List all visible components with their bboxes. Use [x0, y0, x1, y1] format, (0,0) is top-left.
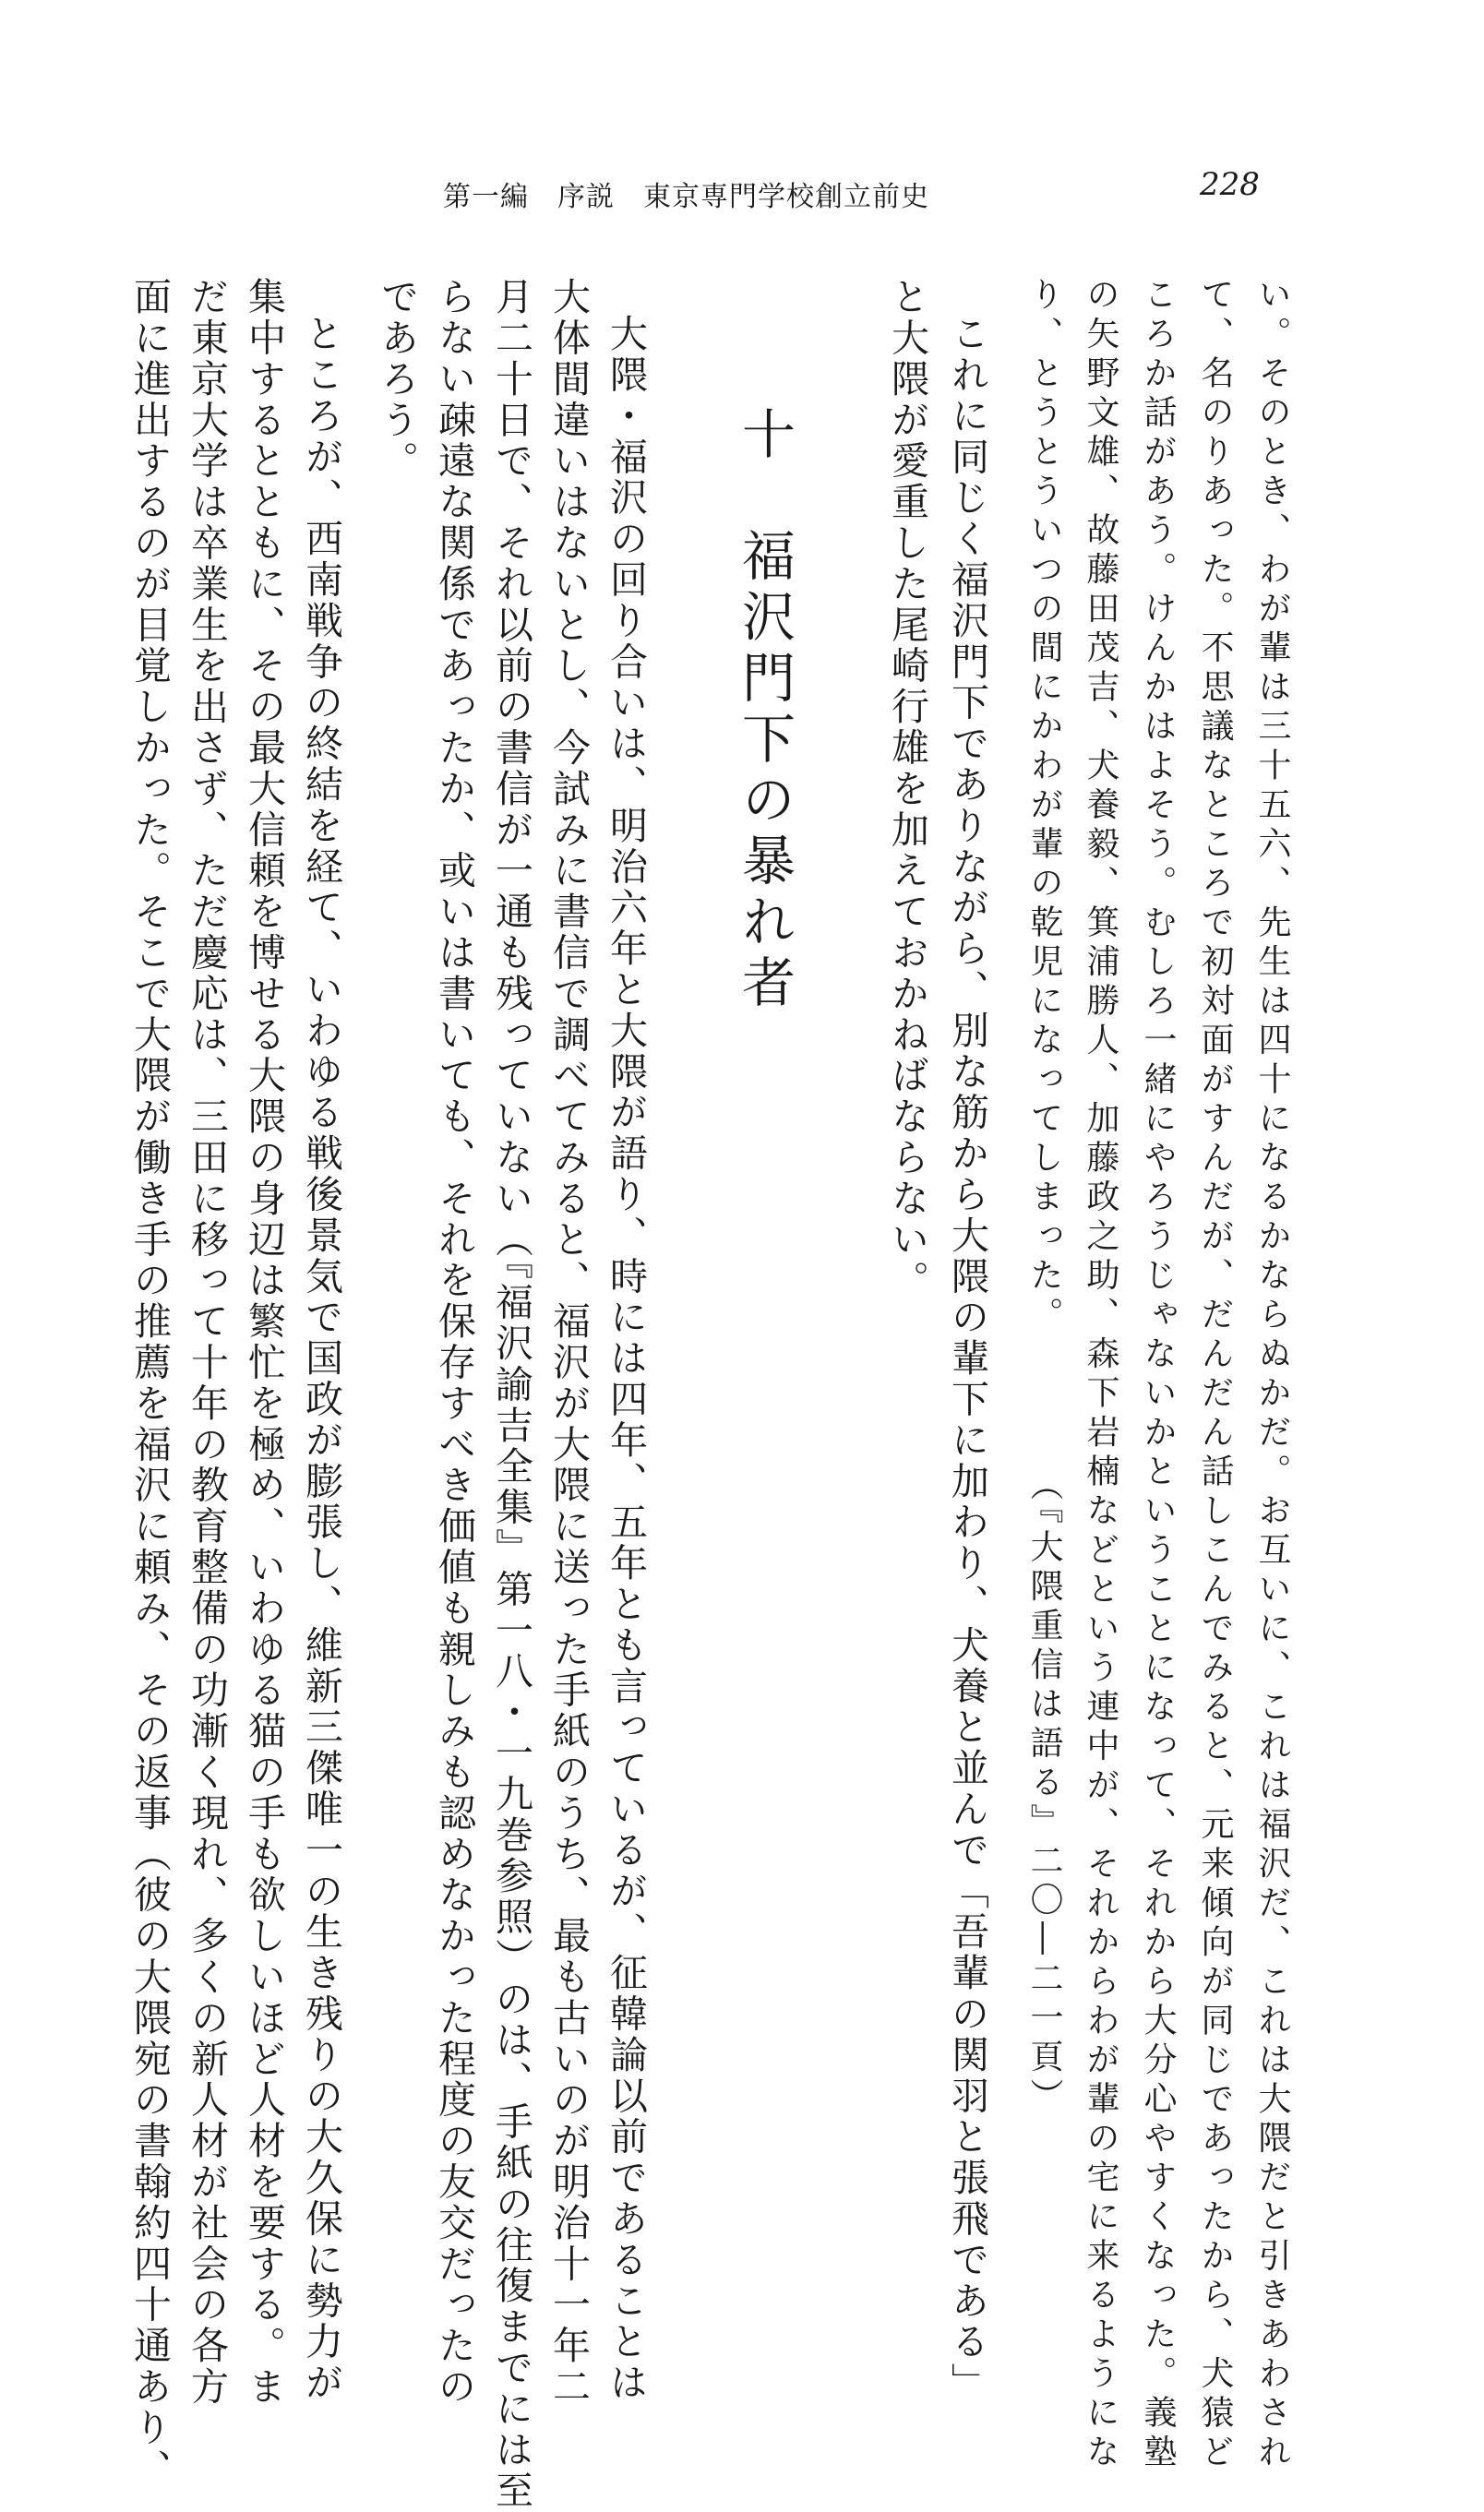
body-line-5: であろう。 [375, 277, 419, 482]
body-line-4: らない疎遠な関係であったか、或いは書いても、それを保存すべき価値も親しみも認めなかった程度の友交だったの [432, 277, 476, 2408]
page-number: 228 [1200, 166, 1260, 203]
intro-line-1: これに同じく福沢門下でありながら、別な筋から大隈の輩下に加わり、犬養と並んで「吾輩の関羽と張飛である」 [945, 314, 989, 2404]
quote-line-1: い。そのとき、わが輩は三十五六、先生は四十になるかならぬかだ。お互いに、これは福沢だ、これは大隈だと引きあわされ [1253, 277, 1291, 2473]
body-line-1: 大隈・福沢の回り合いは、明治六年と大隈が語り、時には四年、五年とも言っているが、征韓論以前であることは [604, 314, 648, 2404]
intro-line-2: と大隈が愛重した尾崎行雄を加えておかねばならない。 [885, 277, 929, 1301]
quote-line-2: て、名のりあった。不思議なところで初対面がすんだが、だんだん話しこんでみると、元来傾向が同じであったから、犬猿ど [1196, 277, 1234, 2473]
quote-line-4: の矢野文雄、故藤田茂吉、犬養毅、箕浦勝人、加藤政之助、森下岩楠などという連中が、それからわが輩の宅に来るようにな [1082, 277, 1119, 2473]
body-line-8: だ東京大学は卒業生を出さず、ただ慶応は、三田に移って十年の教育整備の功漸く現れ、多くの新人材が社会の各方 [185, 277, 229, 2408]
quote-citation: （『大隈重信は語る』二〇―二一頁） [1025, 1467, 1063, 2118]
running-header: 第一編 序説 東京専門学校創立前史 [443, 181, 929, 213]
body-line-2: 大体間違いはないとし、今試みに書信で調べてみると、福沢が大隈に送った手紙のうち、最も古いのが明治十一年二 [546, 277, 591, 2408]
body-line-6: ところが、西南戦争の終結を経て、いわゆる戦後景気で国政が膨張し、維新三傑唯一の生き残りの大久保に勢力が [299, 314, 343, 2404]
body-line-3: 月二十日で、それ以前の書信が一通も残っていない（『福沢諭吉全集』第一八・一九巻参照）のは、手紙の往復までには至 [489, 277, 533, 2512]
quote-line-3: ころか話があう。けんかはよそう。むしろ一緒にやろうじゃないかということになって、それから大分心やすくなった。義塾 [1139, 277, 1177, 2473]
body-line-7: 集中するとともに、その最大信頼を博せる大隈の身辺は繁忙を極め、いわゆる猫の手も欲しいほど人材を要する。ま [242, 277, 286, 2408]
section-heading: 十 福沢門下の暴れ者 [733, 406, 796, 1015]
body-line-9: 面に進出するのが目覚しかった。そこで大隈が働き手の推薦を福沢に頼み、その返事（彼の大隈宛の書翰約四十通あり、 [127, 277, 172, 2490]
quote-line-5: り、とうとういつの間にかわが輩の乾児になってしまった。 [1025, 277, 1063, 1336]
